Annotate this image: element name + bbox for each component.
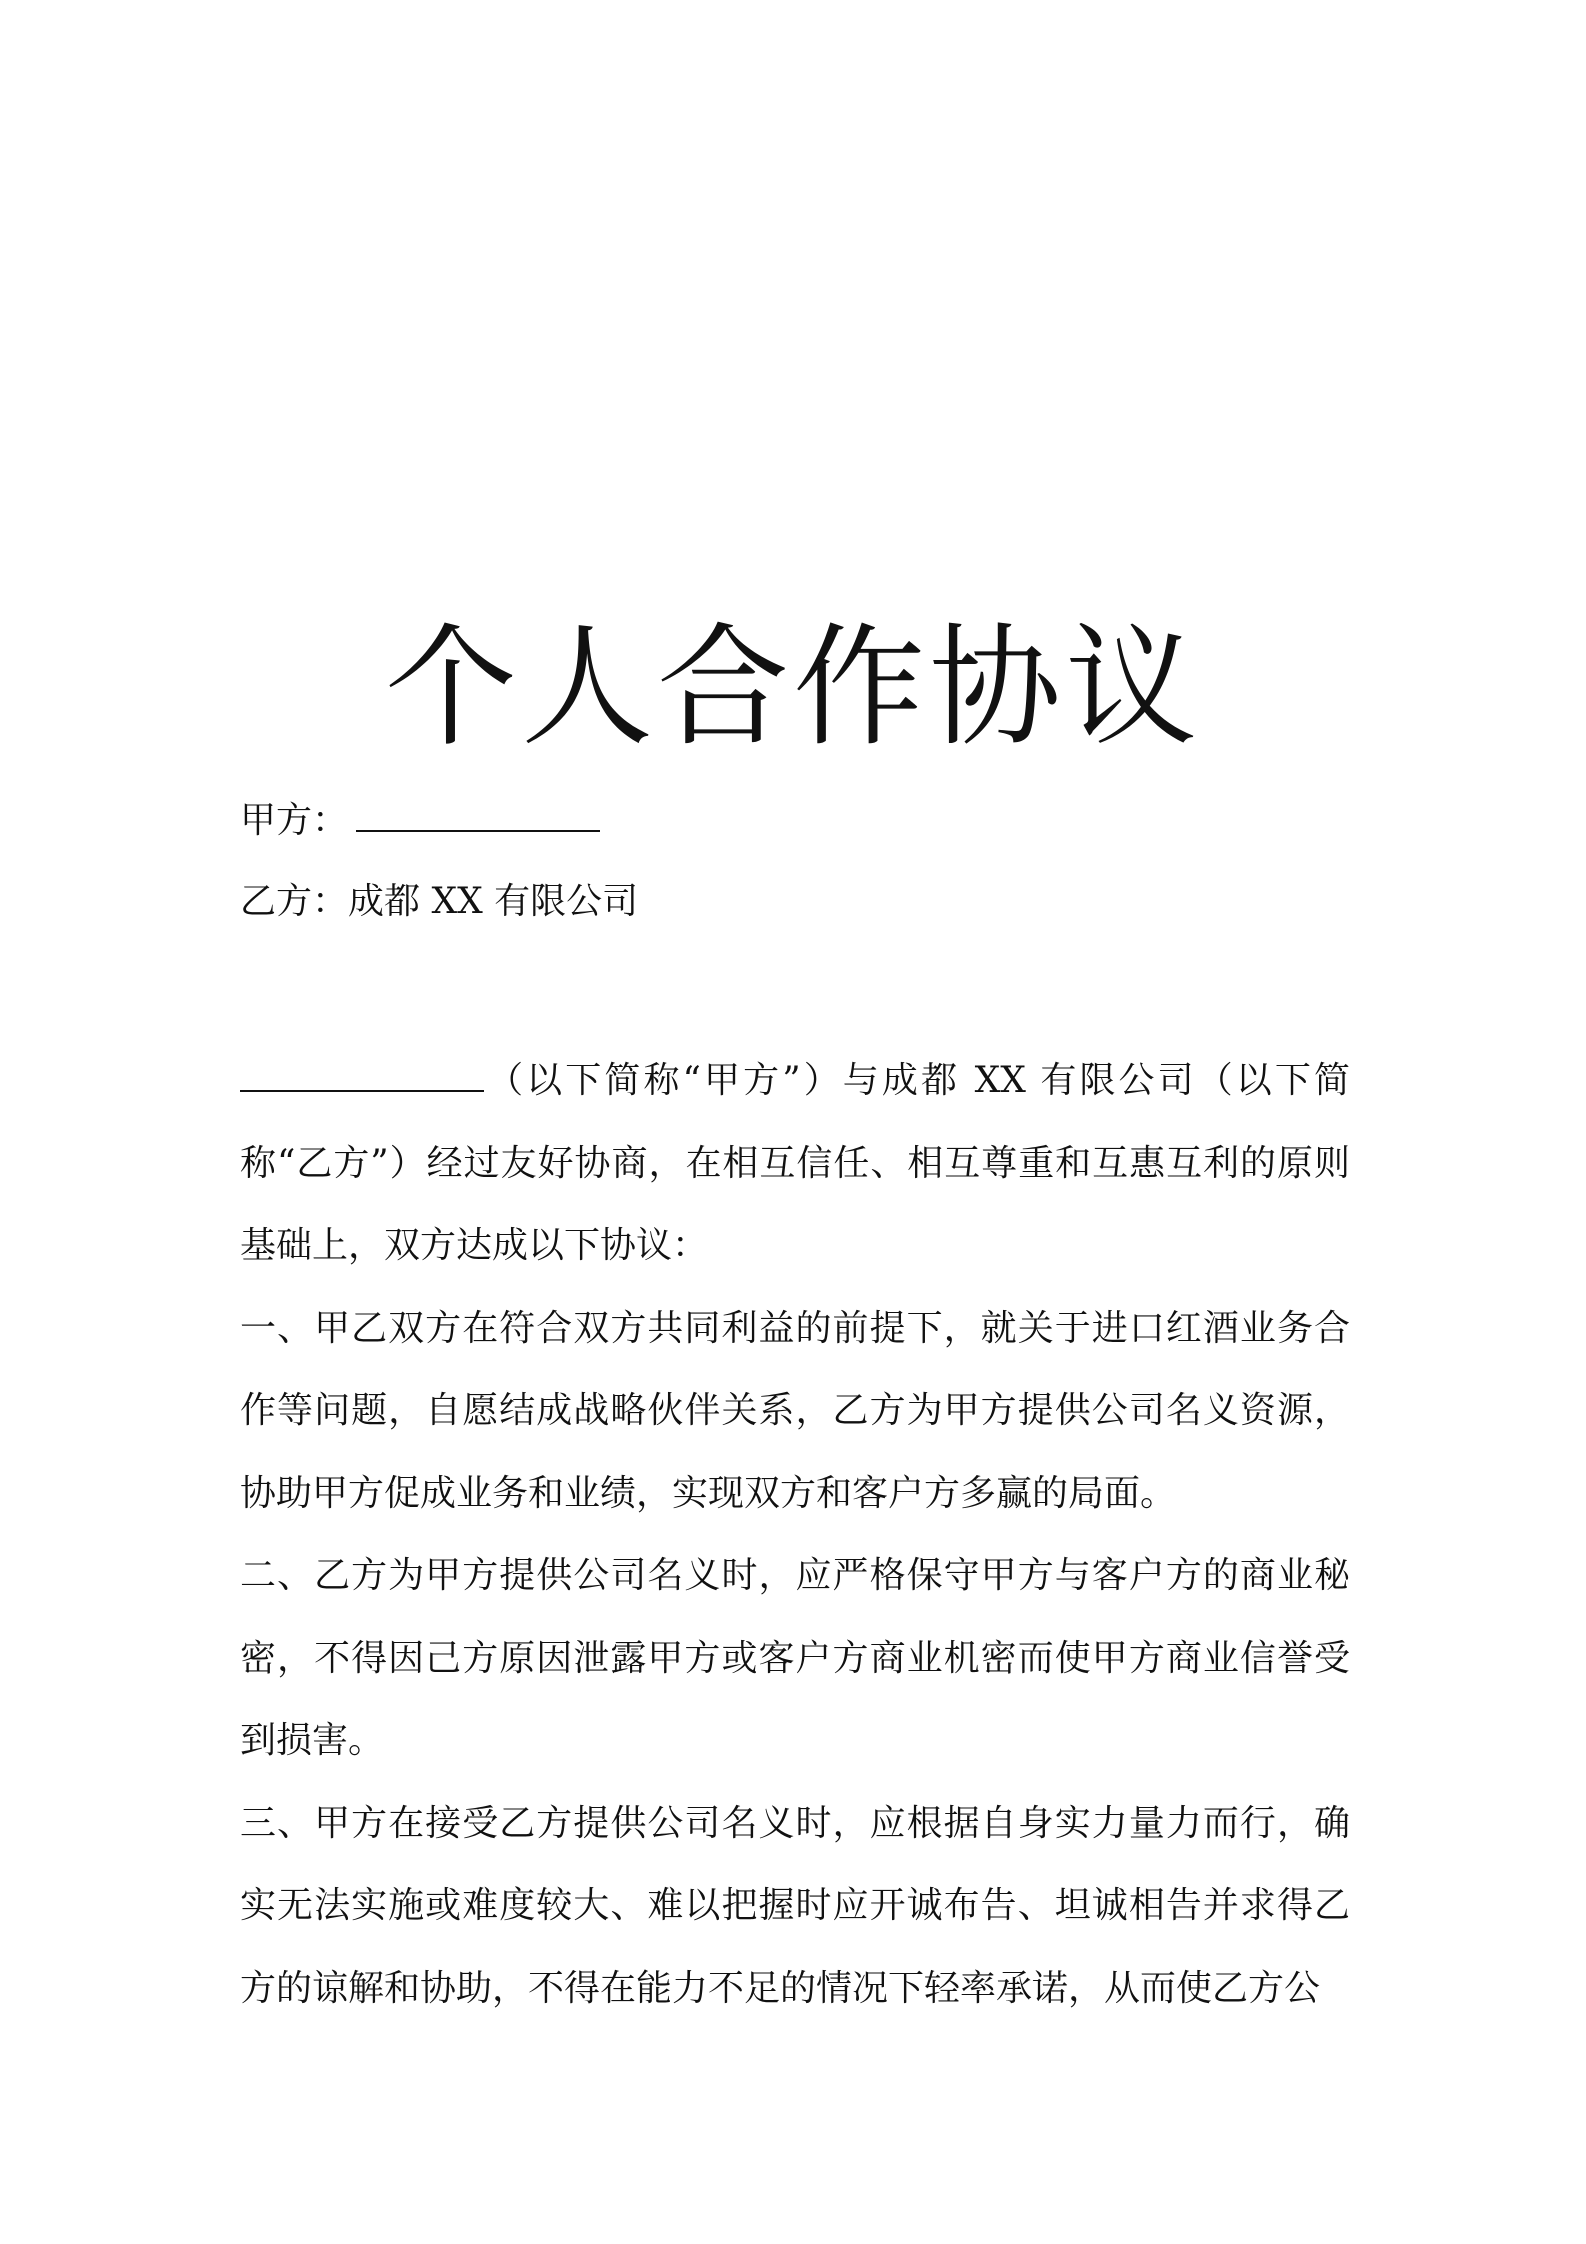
party-a-line (240, 796, 600, 846)
intro-text: （以下简称“甲方”）与成都 XX 有限公司（以下简称“乙方”）经过友好协商，在相互信任、相互尊重和互惠互利的原则基础上，双方达成以下协议： (240, 1060, 1350, 1266)
party-a-label: 甲方： (240, 800, 349, 841)
party-b-line: 乙方：成都 XX 有限公司 (240, 881, 639, 922)
clause-1: 一、甲乙双方在符合双方共同利益的前提下，就关于进口红酒业务合作等问题，自愿结成战略伙伴关系，乙方为甲方提供公司名义资源，协助甲方促成业务和业绩，实现双方和客户方多赢的局面。 (240, 1307, 1350, 1514)
intro-blank-field (240, 1056, 484, 1092)
intro-paragraph (240, 1040, 1350, 1288)
document-title: 个人合作协议 (385, 611, 1201, 765)
clause-3: 三、甲方在接受乙方提供公司名义时，应根据自身实力量力而行，确实无法实施或难度较大、难以把握时应开诚布告、坦诚相告并求得乙方的谅解和协助，不得在能力不足的情况下轻率承诺，从而使乙方公 (240, 1802, 1350, 2009)
clause-2: 二、乙方为甲方提供公司名义时，应严格保守甲方与客户方的商业秘密，不得因己方原因泄露甲方或客户方商业机密而使甲方商业信誉受到损害。 (240, 1555, 1350, 1761)
party-a-blank-field (356, 796, 600, 832)
agreement-body (240, 1040, 1350, 2030)
